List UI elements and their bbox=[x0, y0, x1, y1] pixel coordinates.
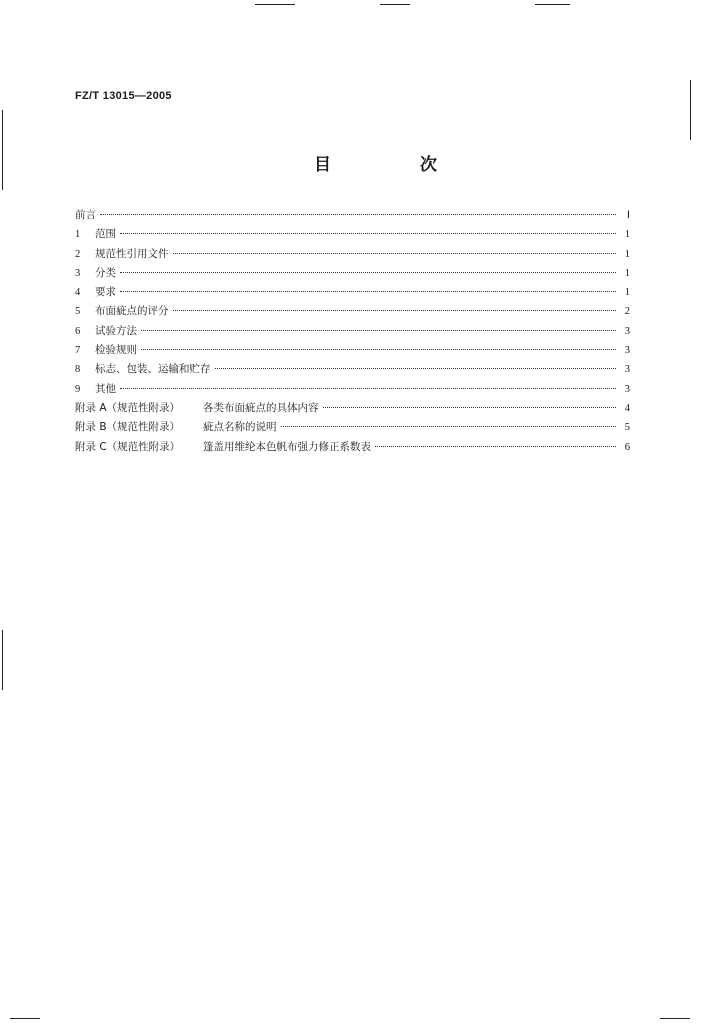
toc-entry-clause[interactable] bbox=[75, 226, 630, 245]
toc-annex-prefix: 附录 C（规范性附录） bbox=[75, 440, 181, 453]
toc-entry-clause[interactable] bbox=[75, 361, 630, 380]
scan-mark-top-1 bbox=[255, 4, 295, 5]
toc-entry-label: 疵点名称的说明 bbox=[203, 421, 277, 434]
toc-entry-label: 试验方法 bbox=[95, 324, 137, 337]
toc-entry-number: 4 bbox=[75, 287, 81, 299]
toc-entry-page: 1 bbox=[624, 229, 630, 241]
toc-entry-label: 检验规则 bbox=[95, 344, 137, 357]
toc-entry-number: 1 bbox=[75, 229, 81, 241]
toc-entry-clause[interactable] bbox=[75, 246, 630, 265]
toc-entry-clause[interactable] bbox=[75, 303, 630, 322]
scan-mark-right-1 bbox=[690, 80, 691, 140]
toc-entry-clause[interactable] bbox=[75, 284, 630, 303]
toc-entry-number: 5 bbox=[75, 306, 81, 318]
toc-entry-label: 分类 bbox=[95, 266, 116, 279]
toc-leader-dots bbox=[173, 253, 617, 254]
toc-leader-dots bbox=[323, 407, 617, 408]
toc-leader-dots bbox=[100, 214, 616, 215]
scan-mark-left-1 bbox=[2, 110, 3, 190]
toc-entry-page: 2 bbox=[624, 306, 630, 318]
toc-entry-page: 1 bbox=[624, 267, 630, 279]
toc-entry-annex[interactable] bbox=[75, 400, 630, 419]
toc-leader-dots bbox=[120, 388, 616, 389]
toc-entry-page: 6 bbox=[624, 441, 630, 453]
toc-entry-clause[interactable] bbox=[75, 342, 630, 361]
toc-entry-annex[interactable] bbox=[75, 419, 630, 438]
table-of-contents bbox=[75, 207, 630, 458]
toc-entry-number: 8 bbox=[75, 364, 81, 376]
toc-entry-foreword[interactable] bbox=[75, 207, 630, 226]
toc-entry-page: 3 bbox=[624, 345, 630, 357]
toc-entry-page: 4 bbox=[624, 402, 630, 414]
toc-entry-clause[interactable] bbox=[75, 381, 630, 400]
toc-leader-dots bbox=[173, 310, 617, 311]
toc-entry-label: 范围 bbox=[95, 228, 116, 241]
toc-entry-page: 3 bbox=[624, 364, 630, 376]
scan-mark-top-3 bbox=[535, 4, 570, 5]
toc-entry-label: 篷盖用维纶本色帆布强力修正系数表 bbox=[203, 440, 371, 453]
scan-mark-bottom-1 bbox=[10, 1018, 40, 1019]
toc-leader-dots bbox=[215, 368, 617, 369]
toc-entry-number: 2 bbox=[75, 248, 81, 260]
scan-mark-bottom-2 bbox=[660, 1018, 690, 1019]
toc-leader-dots bbox=[120, 233, 616, 234]
toc-entry-label: 规范性引用文件 bbox=[95, 247, 169, 260]
toc-entry-page: Ⅰ bbox=[626, 210, 630, 221]
toc-leader-dots bbox=[120, 291, 616, 292]
toc-leader-dots bbox=[141, 330, 616, 331]
scan-mark-top-2 bbox=[380, 4, 410, 5]
toc-entry-clause[interactable] bbox=[75, 265, 630, 284]
toc-entry-number: 9 bbox=[75, 383, 81, 395]
toc-entry-page: 1 bbox=[624, 248, 630, 260]
scan-mark-left-2 bbox=[2, 630, 3, 690]
toc-leader-dots bbox=[281, 426, 617, 427]
toc-entry-label: 布面疵点的评分 bbox=[95, 305, 169, 318]
toc-leader-dots bbox=[375, 446, 616, 447]
toc-leader-dots bbox=[141, 349, 616, 350]
toc-annex-prefix: 附录 B（规范性附录） bbox=[75, 421, 181, 434]
toc-entry-label: 标志、包装、运输和贮存 bbox=[95, 363, 211, 376]
toc-entry-label: 其他 bbox=[95, 382, 116, 395]
toc-entry-page: 3 bbox=[624, 325, 630, 337]
toc-entry-number: 7 bbox=[75, 345, 81, 357]
toc-entry-page: 1 bbox=[624, 287, 630, 299]
toc-entry-label: 前言 bbox=[75, 209, 96, 221]
toc-entry-label: 各类布面疵点的具体内容 bbox=[203, 401, 319, 414]
toc-entry-number: 3 bbox=[75, 267, 81, 279]
toc-entry-annex[interactable] bbox=[75, 439, 630, 458]
toc-entry-page: 5 bbox=[624, 422, 630, 434]
page-title: 目 次 bbox=[314, 155, 473, 175]
toc-entry-number: 6 bbox=[75, 325, 81, 337]
toc-annex-prefix: 附录 A（规范性附录） bbox=[75, 401, 181, 414]
standard-code: FZ/T 13015—2005 bbox=[75, 90, 172, 102]
toc-leader-dots bbox=[120, 272, 616, 273]
toc-entry-label: 要求 bbox=[95, 286, 116, 299]
toc-entry-clause[interactable] bbox=[75, 323, 630, 342]
toc-entry-page: 3 bbox=[624, 383, 630, 395]
